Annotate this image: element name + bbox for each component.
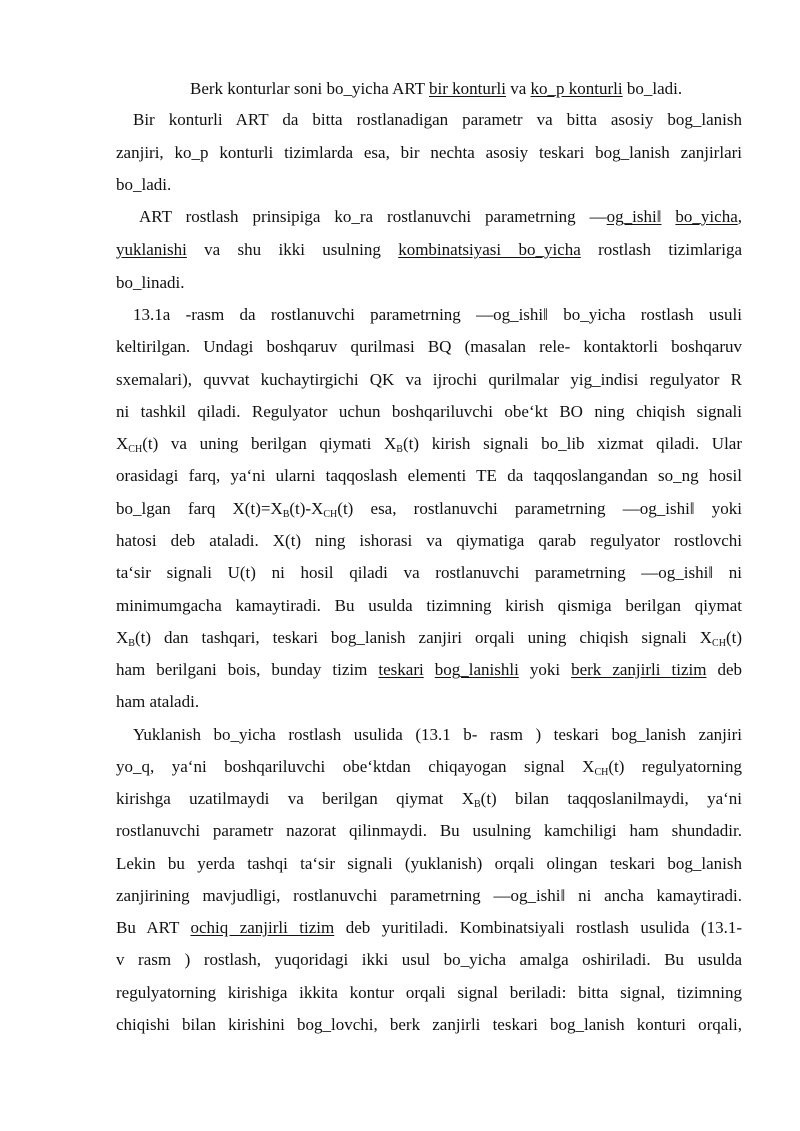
text-span: deb: [706, 660, 743, 679]
text-span: (t) esa, rostlanuvchi parametrning ―og_ishi‖ yoki: [337, 499, 742, 518]
text-line: [116, 175, 742, 197]
text-span: bo_ladi.: [116, 175, 172, 194]
text-line: [116, 918, 742, 940]
underlined-term: berk zanjirli tizim: [571, 660, 707, 679]
text-span: (t) dan tashqari, teskari bog_lanish zanjiri orqali uning chiqish signali X: [134, 628, 713, 647]
subscript: B: [282, 509, 290, 520]
text-line: [116, 596, 742, 618]
text-span: kirishga uzatilmaydi va berilgan qiymat X: [116, 789, 474, 808]
text-span: Bir konturli ART da bitta rostlanadigan parametr va bitta asosiy bog_lanish: [133, 110, 742, 129]
underlined-term: ko_p konturli: [530, 79, 623, 98]
subscript: B: [128, 638, 135, 649]
text-span: ham ataladi.: [116, 692, 200, 711]
text-span: Yuklanish bo_yicha rostlash usulida (13.1 b- rasm ) teskari bog_lanish zanjiri: [133, 725, 742, 744]
subscript: CH: [323, 509, 338, 520]
text-line: [116, 466, 742, 488]
subscript: CH: [594, 767, 609, 778]
text-span: rostlash tizimlariga: [580, 240, 742, 259]
text-span: va: [505, 79, 531, 98]
text-span: ART rostlash prinsipiga ko_ra rostlanuvchi parametrning ―: [139, 207, 607, 226]
text-span: (t)-X: [289, 499, 324, 518]
text-span: yoki: [518, 660, 572, 679]
text-line: [190, 79, 742, 101]
text-span: chiqishi bilan kirishini bog_lovchi, berk zanjirli teskari bog_lanish konturi orqali,: [116, 1015, 742, 1034]
text-span: yo_q, ya‘ni boshqariluvchi obe‘ktdan chiqayogan signal X: [116, 757, 595, 776]
underlined-term: bir konturli: [429, 79, 506, 98]
text-span: ni tashkil qiladi. Regulyator uchun boshqariluvchi obe‘kt BO ning chiqish signali: [116, 402, 742, 421]
text-span: bo_lgan farq X(t)=X: [116, 499, 283, 518]
text-span: Berk konturlar soni bo_yicha ART: [190, 79, 429, 98]
text-line: [116, 434, 742, 456]
text-span: deb yuritiladi. Kombinatsiyali rostlash usulida (13.1-: [334, 918, 742, 937]
text-span: zanjirining mavjudligi, rostlanuvchi parametrning ―og_ishi‖ ni ancha kamaytiradi.: [116, 886, 742, 905]
subscript: B: [473, 799, 481, 810]
text-span: hatosi deb ataladi. X(t) ning ishorasi va qiymatiga qarab regulyator rostlovchi: [116, 531, 742, 550]
text-line: [116, 563, 742, 585]
underlined-term: yuklanishi: [116, 240, 187, 259]
text-span: Lekin bu yerda tashqi ta‘sir signali (yuklanish) orqali olingan teskari bog_lanish: [116, 854, 742, 873]
text-line: [133, 110, 742, 132]
text-span: 13.1a -rasm da rostlanuvchi parametrning ―og_ishi‖ bo_yicha rostlash usuli: [133, 305, 742, 324]
text-line: [116, 757, 742, 779]
text-span: (t) bilan taqqoslanilmaydi, ya‘ni: [480, 789, 742, 808]
text-span: rostlanuvchi parametr nazorat qilinmaydi. Bu usulning kamchiligi ham shundadir.: [116, 821, 742, 840]
text-line: [116, 402, 742, 424]
text-span: bo_ladi.: [622, 79, 683, 98]
underlined-term: kombinatsiyasi bo_yicha: [398, 240, 581, 259]
underlined-term: bog_lanishli: [434, 660, 519, 679]
text-line: [116, 692, 742, 714]
text-span: zanjiri, ko_p konturli tizimlarda esa, bir nechta asosiy teskari bog_lanish zanjirlari: [116, 143, 742, 162]
text-line: [116, 273, 742, 295]
text-line: [139, 207, 742, 229]
text-line: [116, 983, 742, 1005]
text-span: keltirilgan. Undagi boshqaruv qurilmasi BQ (masalan rele- kontaktorli boshqaruv: [116, 337, 742, 356]
text-span: ta‘sir signali U(t) ni hosil qiladi va rostlanuvchi parametrning ―og_ishi‖ ni: [116, 563, 742, 582]
text-span: [424, 660, 435, 679]
text-line: [116, 854, 742, 876]
underlined-term: teskari: [378, 660, 424, 679]
text-span: minimumgacha kamaytiradi. Bu usulda tizimning kirish qismiga berilgan qiymat: [116, 596, 742, 615]
text-span: X: [116, 434, 129, 453]
text-line: [116, 628, 742, 650]
underlined-term: bo_yicha: [675, 207, 738, 226]
text-line: [133, 305, 742, 327]
subscript: B: [396, 444, 403, 455]
text-span: orasidagi farq, ya‘ni ularni taqqoslash elementi TE da taqqoslangandan so_ng hosil: [116, 466, 742, 485]
subscript: CH: [128, 444, 143, 455]
text-span: Bu ART: [116, 918, 191, 937]
text-span: ,: [737, 207, 742, 226]
text-span: v rasm ) rostlash, yuqoridagi ikki usul bo_yicha amalga oshiriladi. Bu usulda: [116, 950, 742, 969]
text-line: [116, 337, 742, 359]
text-line: [116, 950, 742, 972]
text-span: (t) kirish signali bo_lib xizmat qiladi. Ular: [402, 434, 742, 453]
text-line: [116, 143, 742, 165]
underlined-term: ochiq zanjirli tizim: [190, 918, 335, 937]
text-span: bo_linadi.: [116, 273, 185, 292]
text-line: [116, 886, 742, 908]
text-line: [116, 370, 742, 392]
underlined-term: og_ishi‖: [606, 207, 662, 226]
text-span: sxemalari), quvvat kuchaytirgichi QK va ijrochi qurilmalar yig_indisi regulyator R: [116, 370, 742, 389]
text-span: (t) va uning berilgan qiymati X: [142, 434, 397, 453]
text-line: [116, 660, 742, 682]
text-span: (t): [725, 628, 742, 647]
subscript: CH: [712, 638, 726, 649]
text-line: [133, 725, 742, 747]
text-line: [116, 821, 742, 843]
text-span: [661, 207, 675, 226]
text-line: [116, 1015, 742, 1037]
text-span: (t) regulyatorning: [608, 757, 742, 776]
text-line: [116, 240, 742, 262]
text-line: [116, 789, 742, 811]
text-span: ham berilgani bois, bunday tizim: [116, 660, 379, 679]
text-span: va shu ikki usulning: [186, 240, 399, 259]
text-span: X: [116, 628, 129, 647]
text-span: regulyatorning kirishiga ikkita kontur orqali signal beriladi: bitta signal, tizimning: [116, 983, 742, 1002]
text-line: [116, 531, 742, 553]
text-line: [116, 499, 742, 521]
